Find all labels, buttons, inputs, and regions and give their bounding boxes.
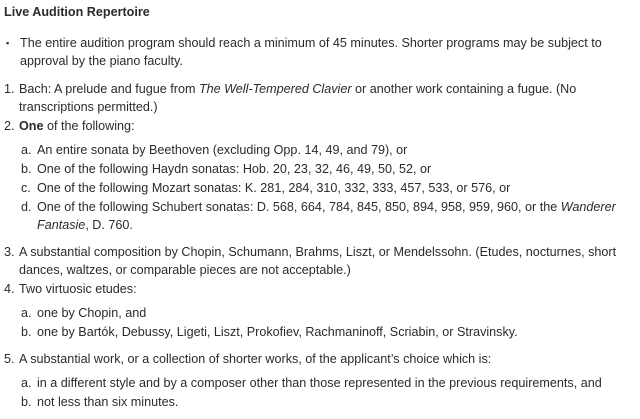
requirement-4: [4, 280, 640, 349]
requirement-1: [4, 80, 640, 116]
sub-letter: a.: [21, 376, 32, 390]
item-body: [19, 117, 640, 242]
sub-text: one by Chopin, and: [37, 306, 147, 320]
sub-item: [19, 198, 636, 234]
sub-item: [19, 393, 636, 411]
item-body: [19, 280, 640, 349]
note-text: The entire audition program should reach a minimum of 45 minutes. Shorter programs may be subject to approval by the piano faculty.: [20, 36, 602, 68]
item-text: Two virtuosic etudes:: [19, 282, 137, 296]
requirement-2: [4, 117, 640, 242]
item-number: 2.: [4, 119, 15, 133]
sub-text: [37, 198, 636, 234]
sub-item: [19, 179, 636, 197]
sub-item: [19, 160, 636, 178]
etude-options-list: [19, 304, 636, 341]
item-text: [19, 117, 636, 135]
sub-text: One of the following Haydn sonatas: Hob. 20, 23, 32, 46, 49, 50, 52, or: [37, 162, 432, 176]
sub-letter: d.: [21, 200, 32, 214]
text-segment: or another work containing a fugue. (No transcriptions permitted.): [19, 82, 577, 114]
sub-letter: b.: [21, 162, 32, 176]
page-title: Live Audition Repertoire: [4, 5, 150, 19]
sub-text: One of the following Mozart sonatas: K. 281, 284, 310, 332, 333, 457, 533, or 576, or: [37, 181, 511, 195]
item-number: 4.: [4, 282, 15, 296]
item-number: 5.: [4, 352, 15, 366]
square-bullet-icon: ▪: [6, 38, 10, 48]
program-length-note: [4, 34, 640, 70]
sub-text: in a different style and by a composer other than those represented in the previous requirements, and: [37, 376, 602, 390]
work-title: Wanderer Fantasie: [37, 200, 616, 232]
sub-text: An entire sonata by Beethoven (excluding Opp. 14, 49, and 79), or: [37, 143, 408, 157]
item-text: [19, 80, 640, 116]
requirement-3: [4, 243, 640, 279]
item-number: 1.: [4, 82, 15, 96]
text-segment: of the following:: [43, 119, 135, 133]
item-text: A substantial work, or a collection of shorter works, of the applicant’s choice which is:: [19, 352, 492, 366]
emphasis-text: One: [19, 119, 44, 133]
sub-item: [19, 304, 636, 322]
sub-letter: a.: [21, 306, 32, 320]
item-number: 3.: [4, 245, 15, 259]
sub-letter: b.: [21, 325, 32, 339]
sub-text: not less than six minutes.: [37, 395, 179, 409]
item-body: [19, 350, 640, 419]
requirements-list: [4, 80, 640, 419]
sub-letter: c.: [21, 181, 31, 195]
sub-item: [19, 374, 636, 392]
sub-item: [19, 141, 636, 159]
text-segment: Bach: A prelude and fugue from: [19, 82, 199, 96]
sub-letter: b.: [21, 395, 32, 409]
text-segment: , D. 760.: [85, 218, 133, 232]
sonata-options-list: [19, 141, 636, 234]
choice-criteria-list: [19, 374, 636, 411]
item-text: A substantial composition by Chopin, Schumann, Brahms, Liszt, or Mendelssohn. (Etudes, nocturnes, short dances, waltzes, or comparable pieces are not acceptable.): [19, 245, 617, 277]
text-segment: One of the following Schubert sonatas: D. 568, 664, 784, 845, 850, 894, 958, 959, 960, or the: [37, 200, 561, 214]
sub-letter: a.: [21, 143, 32, 157]
sub-item: [19, 323, 636, 341]
requirement-5: [4, 350, 640, 419]
work-title: The Well-Tempered Clavier: [198, 82, 352, 96]
sub-text: one by Bartók, Debussy, Ligeti, Liszt, Prokofiev, Rachmaninoff, Scriabin, or Stravinsky.: [37, 325, 518, 339]
